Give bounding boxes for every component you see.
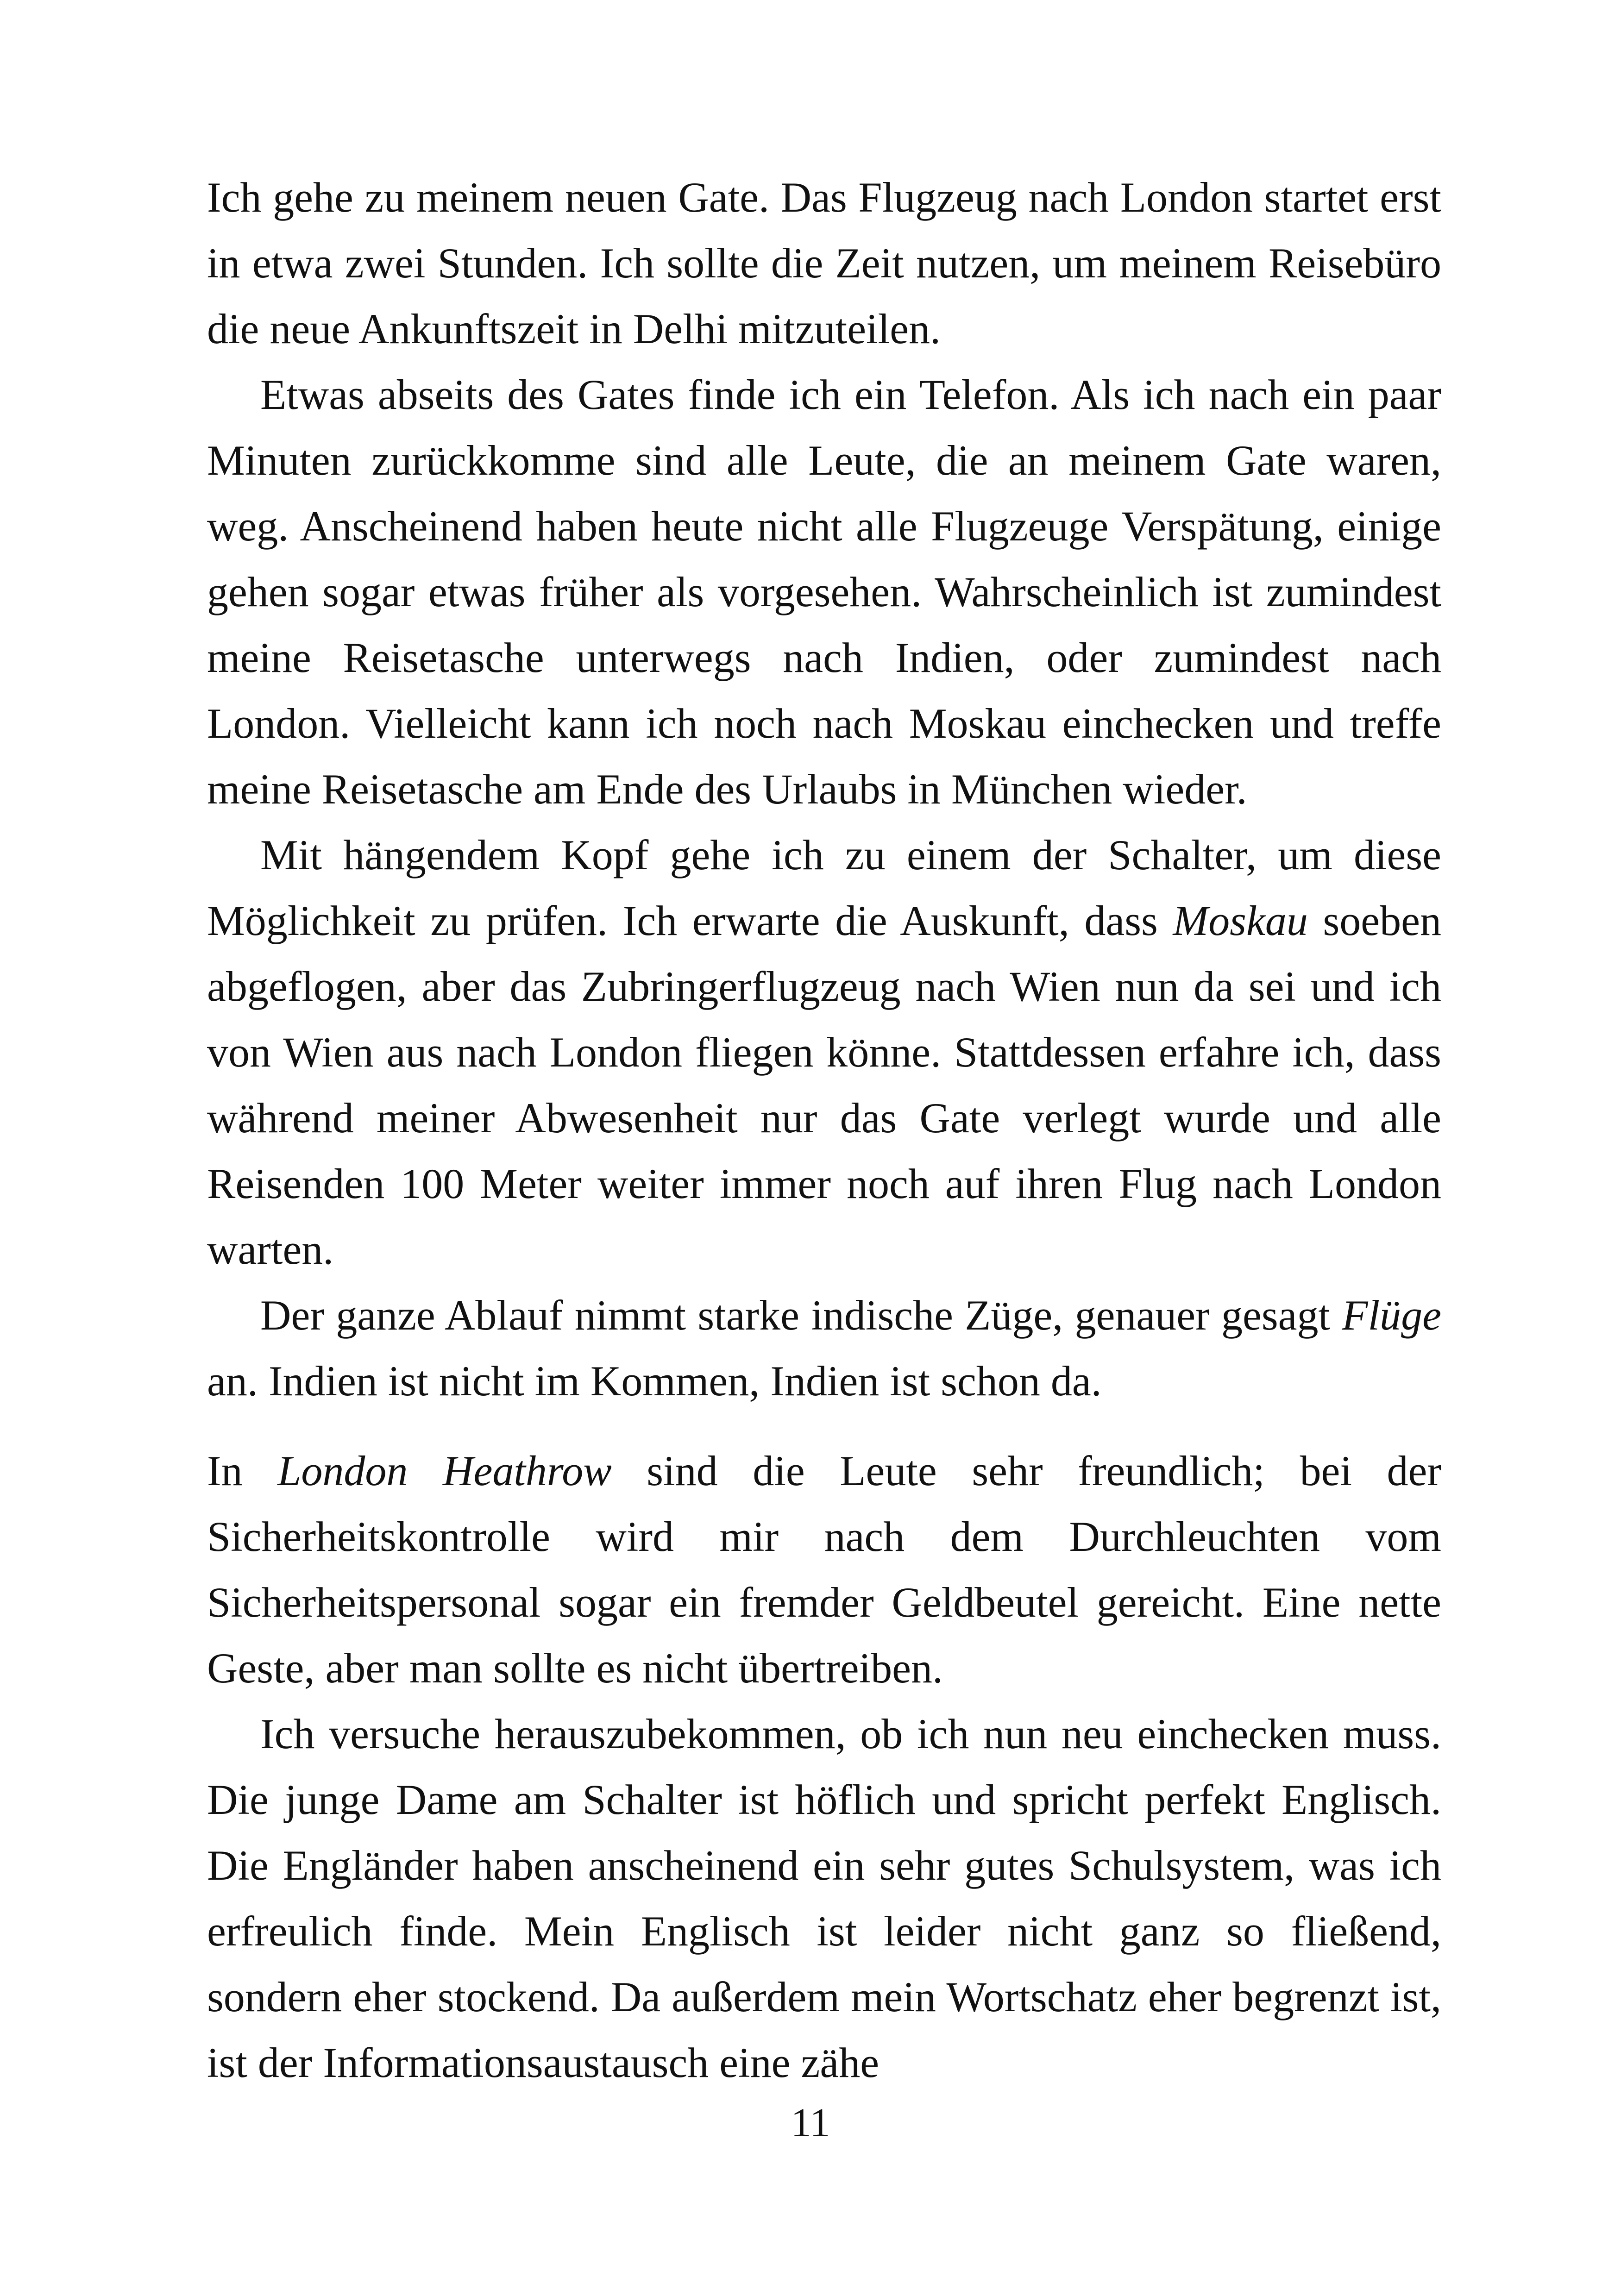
paragraph-heathrow (207, 1438, 1441, 1701)
paragraph-schalter-text-b: soeben abgeflogen, aber das Zubringerflugzeug nach Wien nun da sei und ich von Wien aus nach London fliegen könne. Stattdessen erfahre ich, dass während meiner Abwesenheit nur das Gate verlegt wurde und alle Reisenden 100 Meter weiter immer noch auf ihren Flug nach London warten. (207, 897, 1441, 1273)
paragraph-gate: Ich gehe zu meinem neuen Gate. Das Flugzeug nach London startet erst in etwa zwei Stunden. Ich sollte die Zeit nutzen, um meinem Reisebüro die neue Ankunftszeit in Delhi mitzuteilen. (207, 174, 1441, 352)
paragraph-schalter (207, 822, 1441, 1282)
paragraph-telefon: Etwas abseits des Gates finde ich ein Telefon. Als ich nach ein paar Minuten zurückkomme sind alle Leute, die an meinem Gate waren, weg. Anscheinend haben heute nicht alle Flugzeuge Verspätung, einige gehen sogar etwas früher als vorgesehen. Wahrscheinlich ist zumindest meine Reisetasche unterwegs nach Indien, oder zumindest nach London. Vielleicht kann ich noch nach Moskau einchecken und treffe meine Reisetasche am Ende des Urlaubs in München wieder. (207, 371, 1441, 813)
italic-london-heathrow: London Heathrow (277, 1447, 612, 1494)
paragraph-ablauf-text-a: Der ganze Ablauf nimmt starke indische Züge, genauer gesagt (260, 1292, 1342, 1339)
italic-moskau: Moskau (1173, 897, 1308, 944)
paragraph-schalter-text-a: Mit hängendem Kopf gehe ich zu einem der Schalter, um diese Möglichkeit zu prüfen. Ich erwarte die Auskunft, dass (207, 831, 1441, 944)
paragraph-ablauf-text-b: an. Indien ist nicht im Kommen, Indien ist schon da. (207, 1357, 1102, 1405)
section-one (207, 164, 1441, 1414)
paragraph-einchecken: Ich versuche herauszubekommen, ob ich nun neu einchecken muss. Die junge Dame am Schalter ist höflich und spricht perfekt Englisch. Die Engländer haben anscheinend ein sehr gutes Schulsystem, was ich erfreulich finde. Mein Englisch ist leider nicht ganz so fließend, sondern eher stockend. Da außerdem mein Wortschatz eher begrenzt ist, ist der Informationsaustausch eine zähe (207, 1710, 1441, 2086)
page-number: 11 (791, 2101, 830, 2145)
paragraph-ablauf (207, 1282, 1441, 1414)
paragraph-heathrow-text-a: In (207, 1447, 278, 1494)
section-two (207, 1438, 1441, 2095)
italic-fluege: Flüge (1342, 1292, 1441, 1339)
paragraph-heathrow-text-b: sind die Leute sehr freundlich; bei der Sicherheitskontrolle wird mir nach dem Durchleuchten vom Sicherheitspersonal sogar ein fremder Geldbeutel gereicht. Eine nette Geste, aber man sollte es nicht übertreiben. (207, 1447, 1441, 1692)
